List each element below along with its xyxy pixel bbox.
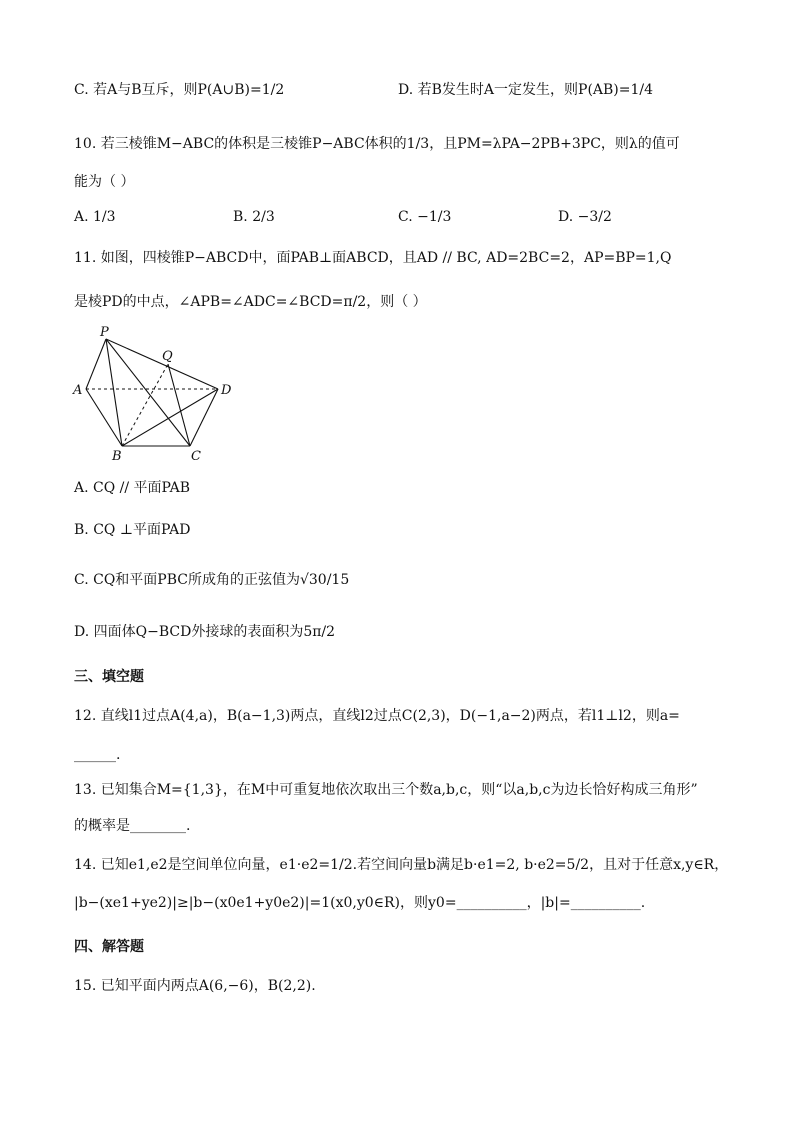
vertex-label-p: P <box>100 325 109 340</box>
q11-option-a: A. CQ // 平面PAB <box>74 480 191 496</box>
q14-line1: 14. 已知e1,e2是空间单位向量，e1·e2=1/2.若空间向量b满足b·e1=2, b·e2=5/2，且对于任意x,y∈R， <box>74 857 729 873</box>
q12-answer-blank: ______. <box>74 747 121 763</box>
vertex-label-q: Q <box>162 349 173 364</box>
q10-option-b: B. 2/3 <box>233 209 275 225</box>
q11-stem-line1: 11. 如图，四棱锥P−ABCD中，面PAB⊥面ABCD，且AD // BC, AD=2BC=2，AP=BP=1,Q <box>74 250 672 266</box>
q12-line1: 12. 直线l1过点A(4,a)，B(a−1,3)两点，直线l2过点C(2,3)，D(−1,a−2)两点，若l1⊥l2，则a= <box>74 708 680 724</box>
section-heading-solutions: 四、解答题 <box>74 939 144 955</box>
vertex-label-d: D <box>221 383 232 398</box>
q11-option-d: D. 四面体Q−BCD外接球的表面积为5π/2 <box>74 624 336 640</box>
q10-stem-line1: 10. 若三棱锥M−ABC的体积是三棱锥P−ABC体积的1/3，且PM=λPA−2PB+3PC，则λ的值可 <box>74 136 680 152</box>
pyramid-figure <box>70 322 240 464</box>
vertex-label-c: C <box>191 449 201 464</box>
q10-option-d: D. −3/2 <box>558 209 612 225</box>
q10-option-c: C. −1/3 <box>398 209 452 225</box>
vertex-label-a: A <box>73 383 83 398</box>
q10-stem-line2: 能为（ ） <box>74 174 135 190</box>
q9-option-d: D. 若B发生时A一定发生，则P(AB)=1/4 <box>398 82 654 98</box>
q11-option-c: C. CQ和平面PBC所成角的正弦值为√30/15 <box>74 572 350 588</box>
vertex-label-b: B <box>112 449 122 464</box>
q10-option-a: A. 1/3 <box>74 209 116 225</box>
q11-stem-line2: 是棱PD的中点，∠APB=∠ADC=∠BCD=π/2，则（ ） <box>74 294 427 310</box>
q15-line1: 15. 已知平面内两点A(6,−6)，B(2,2). <box>74 978 316 994</box>
q13-line1: 13. 已知集合M={1,3}，在M中可重复地依次取出三个数a,b,c，则“以a,b,c为边长恰好构成三角形” <box>74 782 698 798</box>
section-heading-fill-in: 三、填空题 <box>74 669 144 685</box>
q9-option-c: C. 若A与B互斥，则P(A∪B)=1/2 <box>74 82 285 98</box>
q13-line2: 的概率是________. <box>74 818 191 834</box>
q14-line2: |b−(xe1+ye2)|≥|b−(x0e1+y0e2)|=1(x0,y0∈R)，则y0=__________，|b|=__________. <box>74 895 646 911</box>
q11-option-b: B. CQ ⊥平面PAD <box>74 522 191 538</box>
